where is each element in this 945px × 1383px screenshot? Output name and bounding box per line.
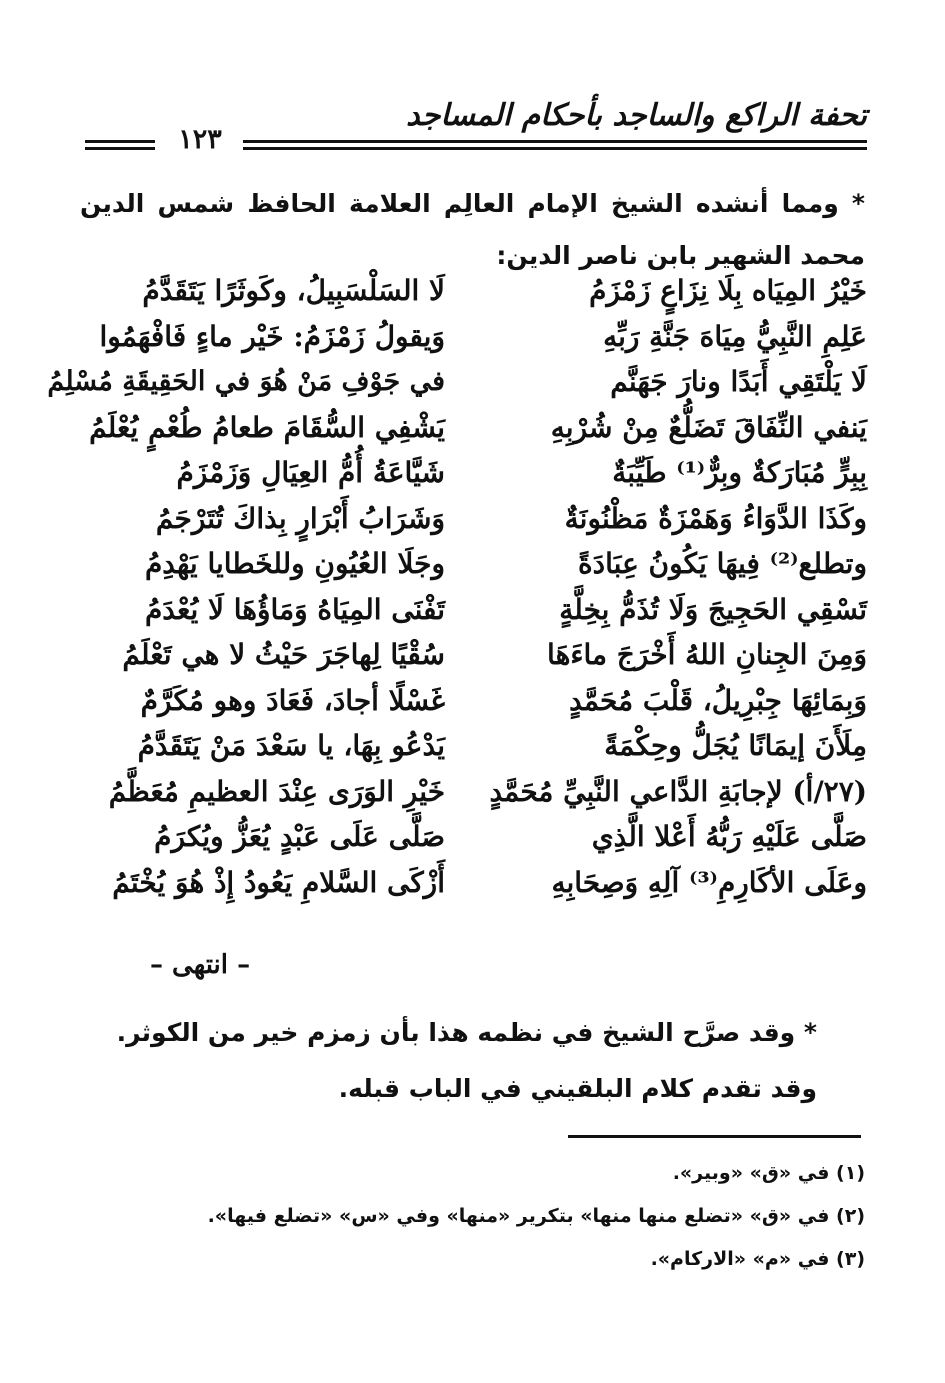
verse-first-hemistich: وتطلع⁽²⁾ فِيهَا يَكُونُ عِبَادَةً: [577, 547, 867, 580]
poem-verse: [89, 405, 867, 451]
verse-second-hemistich: وَيقولُ زَمْزَمُ: خَيْر ماءٍ فَافْهَمُوا: [99, 319, 445, 353]
verse-second-hemistich: وجَلَا العُيُونِ وللخَطايا يَهْدِمُ: [144, 547, 445, 580]
verse-second-hemistich: أَزْكَى السَّلامِ يَعُودُ إِذْ هُوَ يُخْتَمُ: [112, 865, 445, 899]
verse-first-hemistich: لَا يَلْتَقِي أَبَدًا ونارَ جَهَنَّم: [610, 365, 867, 398]
header-rule-short: [85, 140, 155, 150]
verse-first-hemistich: (٢٧/أ) لإجابَةِ الدَّاعي النَّبِيِّ مُحَمَّدٍ: [489, 774, 867, 808]
footnote: (١) في «ق» «وبير».: [672, 1162, 865, 1184]
verse-first-hemistich: خَيْرُ المِيَاه بِلَا نِزَاعٍ زَمْزَمُ: [589, 274, 867, 307]
footnote: (٢) في «ق» «تضلع منها منها» بتكرير «منها» وفي «س» «تضلع فيها».: [207, 1205, 865, 1227]
footnote-separator: [568, 1135, 861, 1138]
verse-first-hemistich: عَلِمِ النَّبِيُّ مِيَاهَ جَنَّةِ رَبِّهِ: [603, 319, 867, 353]
poem-verse: [100, 541, 867, 587]
poem: [47, 268, 867, 905]
page-number: ١٢٣: [178, 124, 222, 155]
running-header-title: تحفة الراكع والساجد بأحكام المساجد: [406, 98, 867, 133]
verse-first-hemistich: وَمِنَ الجِنانِ اللهُ أَخْرَجَ ماءَهَا: [547, 638, 867, 671]
verse-first-hemistich: تَسْقِي الحَجِيجَ وَلَا تُذَمُّ بِخِلَّةٍ: [559, 592, 867, 626]
closing-line: * وقد صرَّح الشيخ في نظمه هذا بأن زمزم خير من الكوثر.: [116, 1018, 817, 1047]
closing-notes: [80, 1005, 817, 1117]
verse-second-hemistich: خَيْرِ الوَرَى عِنْدَ العظيمِ مُعَظَّمُ: [108, 774, 445, 808]
poem-verse: [100, 814, 867, 860]
verse-second-hemistich: في جَوْفِ مَنْ هُوَ في الحَقِيقَةِ مُسْلِمُ: [47, 366, 445, 397]
poem-verse: [100, 450, 867, 496]
poem-verse: [47, 359, 867, 405]
poem-verse: [100, 587, 867, 633]
verse-first-hemistich: صَلَّى عَلَيْهِ رَبُّهُ أَعْلا الَّذِي: [591, 820, 867, 853]
verse-second-hemistich: صَلَّى عَلَى عَبْدٍ يُعَزُّ ويُكرَمُ: [154, 820, 445, 853]
verse-second-hemistich: يَدْعُو بِهَا، يا سَعْدَ مَنْ يَتَقَدَّمُ: [137, 729, 445, 762]
header-rule: [243, 140, 867, 150]
poem-verse: [100, 496, 867, 542]
end-mark: – انتهى –: [150, 950, 251, 980]
verse-second-hemistich: غَسْلًا أجادَ، فَعَادَ وهو مُكَرَّمٌ: [140, 683, 445, 717]
poem-verse: [100, 268, 867, 314]
closing-line: وقد تقدم كلام البلقيني في الباب قبله.: [338, 1074, 817, 1103]
verse-second-hemistich: يَشْفِي السُّقَامَ طعامُ طُعْمٍ يُعْلَمُ: [89, 410, 445, 444]
verse-second-hemistich: شَيَّاعَةُ أُمُّ العِيَالِ وَزَمْزَمُ: [176, 456, 445, 489]
footnote: (٣) في «م» «الاركام».: [650, 1248, 865, 1270]
poem-verse: [100, 723, 867, 769]
verse-first-hemistich: وكَذَا الدَّوَاءُ وَهَمْزَةٌ مَظْنُونَةٌ: [564, 501, 867, 535]
verse-second-hemistich: وَشَرَابُ أَبْرَارٍ بِذاكَ تُتَرْجَمُ: [155, 501, 445, 535]
poem-verse: [100, 769, 867, 815]
poem-verse: [100, 314, 867, 360]
verse-first-hemistich: وَبِمَائِهَا جِبْرِيلُ، قَلْبَ مُحَمَّدٍ: [569, 683, 867, 717]
intro-paragraph: * ومما أنشده الشيخ الإمام العالِم العلامة الحافظ شمس الدين محمد الشهير بابن ناصر الدين:: [80, 189, 865, 270]
poem-verse: [100, 678, 867, 724]
verse-first-hemistich: بِبِرٍّ مُبَارَكةٌ وبِرٌّ⁽¹⁾ طَيِّبَةٌ: [612, 456, 867, 489]
verse-second-hemistich: تَفْنَى المِيَاهُ وَمَاؤُهَا لَا يُعْدَمُ: [144, 592, 445, 626]
poem-verse: [100, 632, 867, 678]
poem-verse: [100, 860, 867, 906]
verse-second-hemistich: لَا السَلْسَبِيلُ، وكَوثَرًا يَتَقَدَّمُ: [142, 274, 445, 307]
verse-second-hemistich: سُقْيًا لِهاجَرَ حَيْثُ لا هي تَعْلَمُ: [122, 638, 445, 671]
footnotes: [80, 1152, 865, 1281]
verse-first-hemistich: وعَلَى الأكَارِمِ⁽³⁾ آلِهِ وَصِحَابِهِ: [551, 865, 867, 899]
verse-first-hemistich: يَنفي النِّفَاقَ تَضَلُّعٌ مِنْ شُرْبِهِ: [550, 410, 867, 444]
verse-first-hemistich: مِلَأَنَ إيمَانًا يُجَلُّ وحِكْمَةً: [604, 729, 867, 762]
